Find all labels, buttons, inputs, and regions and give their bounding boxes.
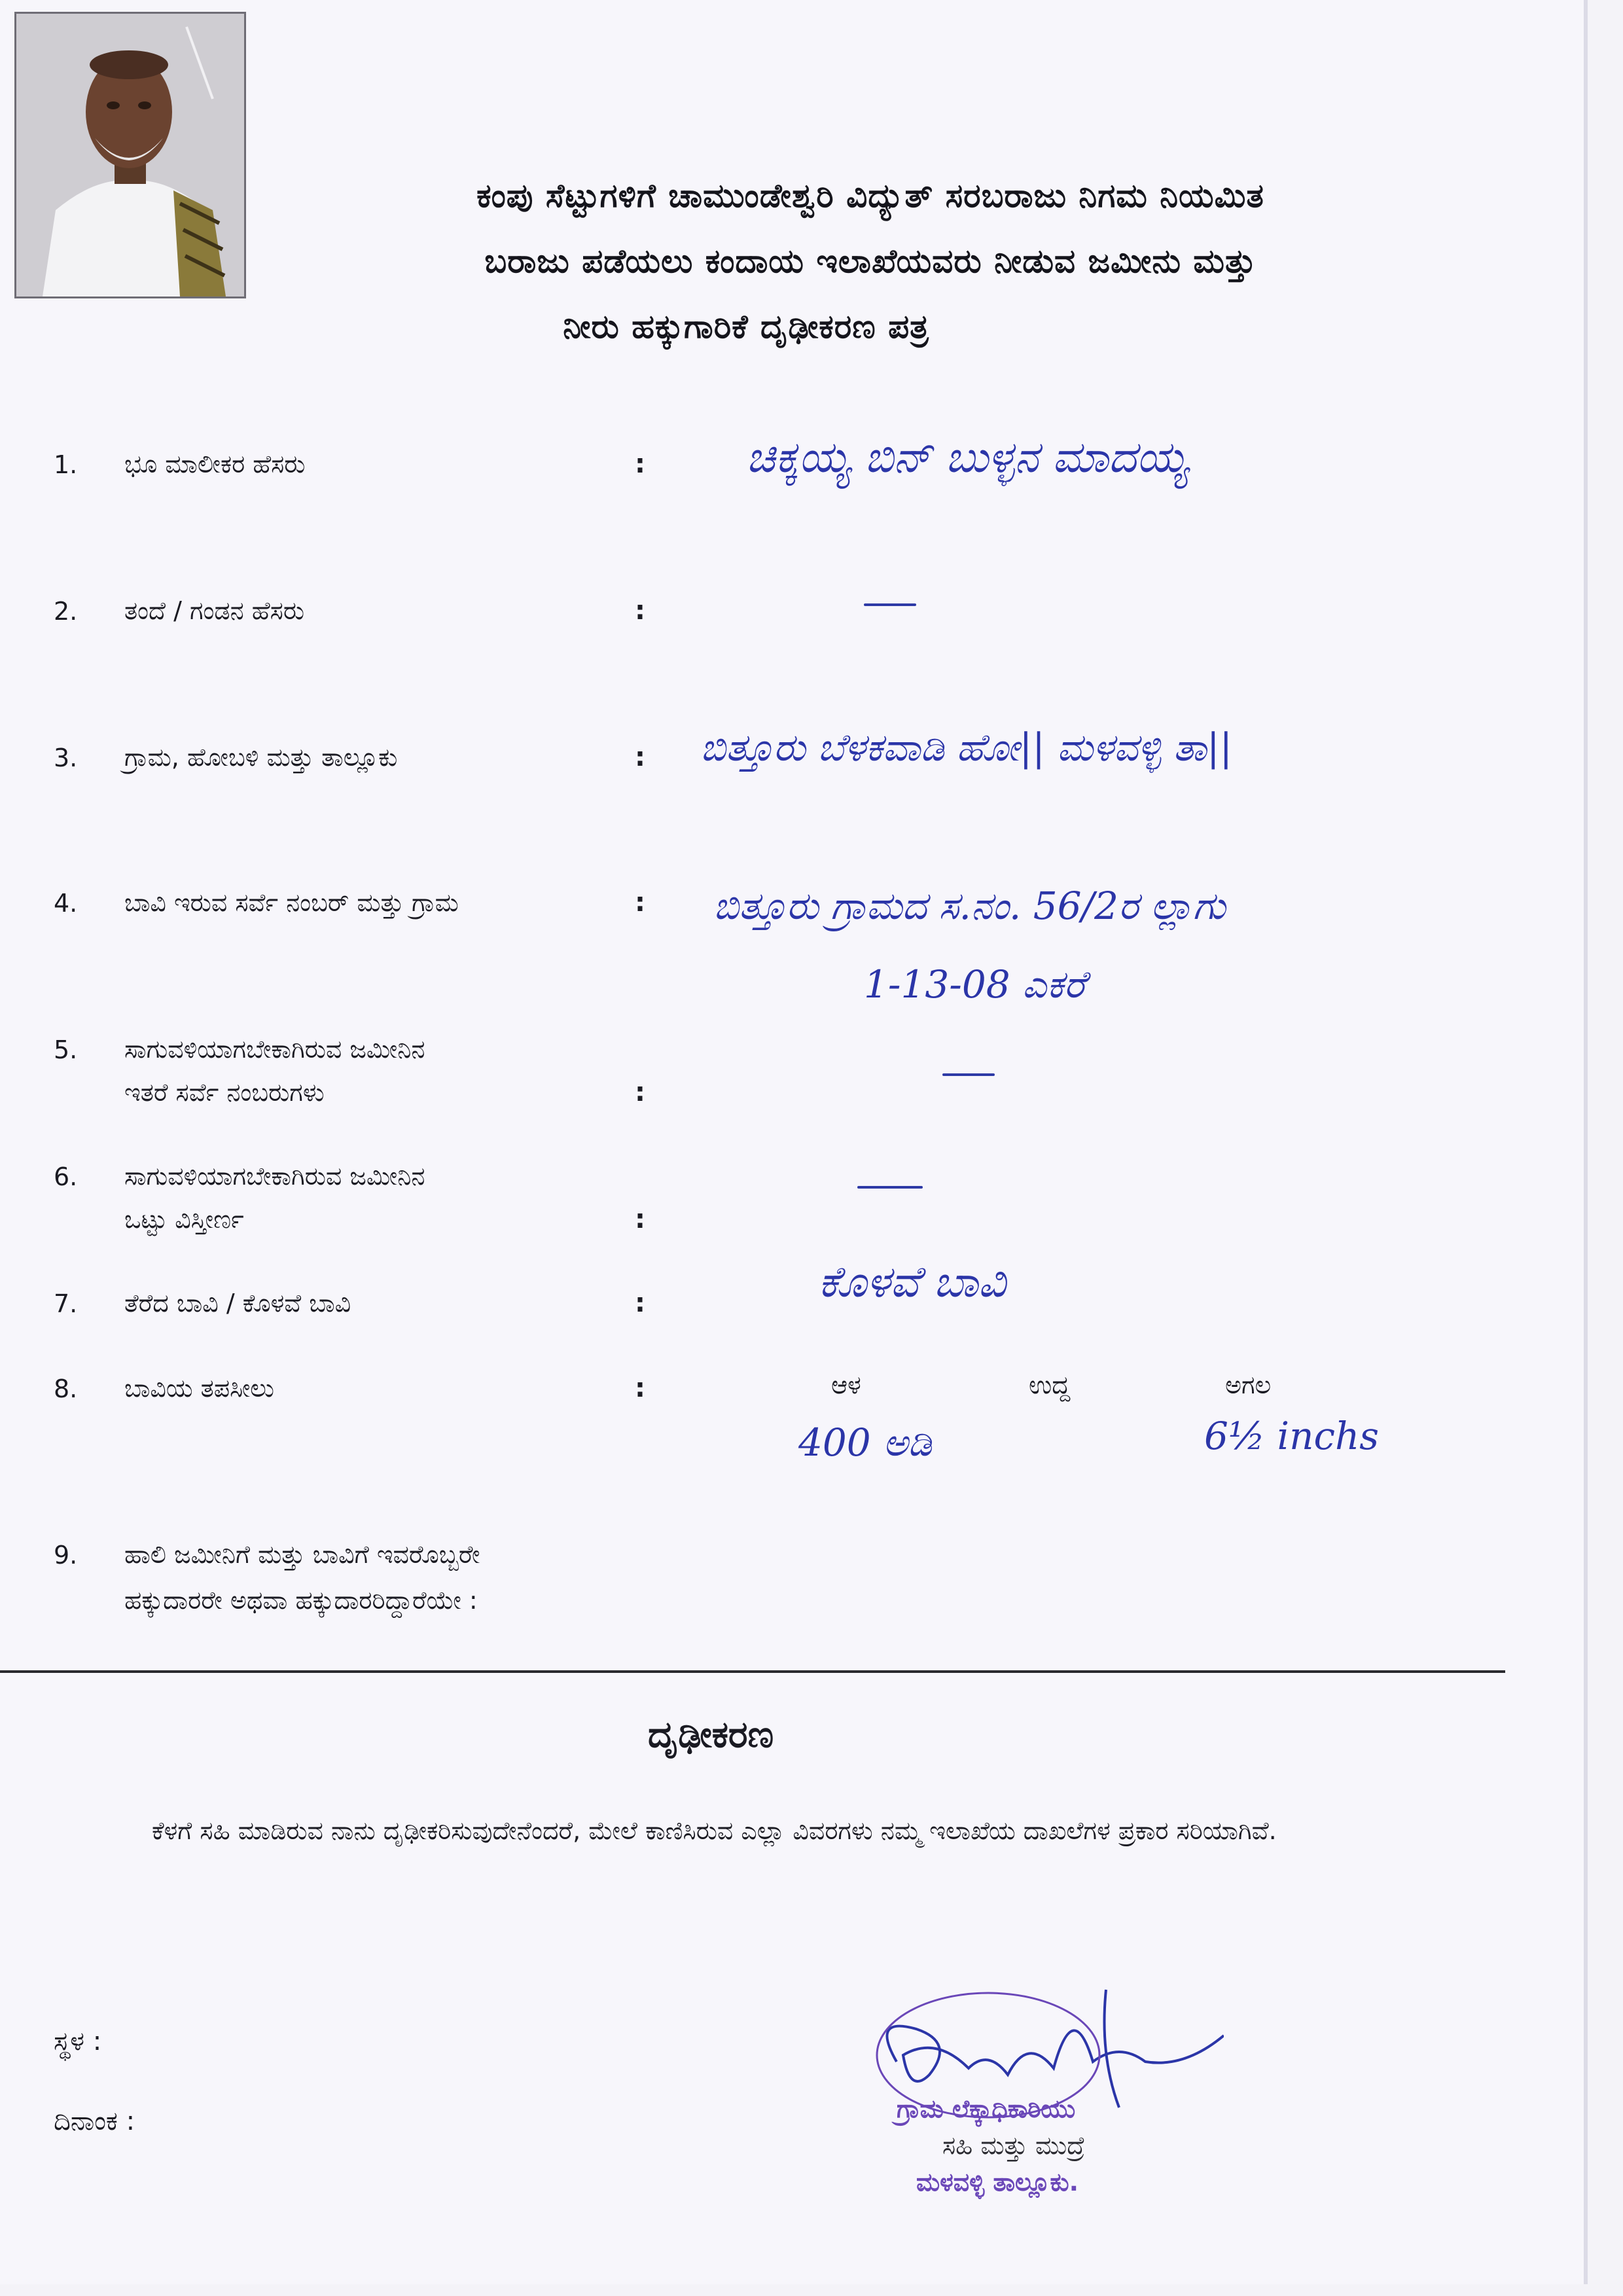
field-3-colon: : (635, 742, 645, 772)
header-line-2: ಬರಾಜು ಪಡೆಯಲು ಕಂದಾಯ ಇಲಾಖೆಯವರು ನೀಡುವ ಜಮೀನು ಮತ್ತು (484, 242, 1257, 280)
date-label: ದಿನಾಂಕ : (54, 2106, 135, 2136)
field-6-colon: : (635, 1204, 645, 1234)
field-8-colon: : (635, 1373, 645, 1403)
field-7-value: ಕೊಳವೆ ಬಾವಿ (818, 1257, 1007, 1307)
field-4-label: ಬಾವಿ ಇರುವ ಸರ್ವೆ ನಂಬರ್ ಮತ್ತು ಗ್ರಾಮ (124, 888, 459, 917)
field-1-colon: : (635, 449, 645, 479)
officer-stamp (857, 1977, 1224, 2212)
well-depth-value: 400 ಅಡಿ (798, 1420, 932, 1465)
field-6-label-line-1: ಸಾಗುವಳಿಯಾಗಬೇಕಾಗಿರುವ ಜಮೀನಿನ (124, 1162, 425, 1191)
field-2-number: 2. (54, 597, 78, 626)
field-8-label: ಬಾವಿಯ ತಪಸೀಲು (124, 1374, 274, 1403)
place-label: ಸ್ಥಳ : (54, 2026, 102, 2056)
stamp-line-3: ಮಳವಳ್ಳಿ ತಾಲ್ಲೂಕು. (916, 2168, 1079, 2197)
field-7-label: ತೆರೆದ ಬಾವಿ / ಕೊಳವೆ ಬಾವಿ (124, 1289, 351, 1318)
stamp-line-2: ಸಹಿ ಮತ್ತು ಮುದ್ರೆ (942, 2131, 1085, 2160)
field-5-label-line-1: ಸಾಗುವಳಿಯಾಗಬೇಕಾಗಿರುವ ಜಮೀನಿನ (124, 1035, 425, 1064)
owner-photo (14, 12, 246, 298)
field-7-colon: : (635, 1288, 645, 1318)
field-1-label: ಭೂ ಮಾಲೀಕರ ಹೆಸರು (124, 450, 306, 478)
field-6-number: 6. (54, 1162, 78, 1191)
field-4-value: ಬಿತ್ತೂರು ಗ್ರಾಮದ ಸ.ನಂ. 56/2ರ ಲ್ಲಾಗು (713, 884, 1226, 928)
field-4-colon: : (635, 888, 645, 918)
well-depth-heading: ಆಳ (831, 1371, 861, 1399)
field-2-label: ತಂದೆ / ಗಂಡನ ಹೆಸರು (124, 596, 305, 625)
field-3-label: ಗ್ರಾಮ, ಹೋಬಳಿ ಮತ್ತು ತಾಲ್ಲೂಕು (124, 743, 398, 772)
field-4-number: 4. (54, 889, 78, 918)
field-5-blank-dash (942, 1073, 995, 1076)
well-width-heading: ಅಗಲ (1225, 1371, 1272, 1399)
field-6-blank-dash (857, 1186, 923, 1189)
field-9-label-line-1: ಹಾಲಿ ಜಮೀನಿಗೆ ಮತ್ತು ಬಾವಿಗೆ ಇವರೊಬ್ಬರೇ (124, 1540, 480, 1569)
certification-title: ದೃಢೀಕರಣ (648, 1713, 774, 1756)
field-2-colon: : (635, 596, 645, 626)
field-9-number: 9. (54, 1541, 78, 1570)
field-2-blank-dash (864, 603, 916, 606)
well-width-value: 6½ inchs (1204, 1414, 1380, 1458)
stamp-line-1: ಗ್ರಾಮ ಲೆಕ್ಕಾಧಿಕಾರಿಯು (897, 2094, 1076, 2123)
header-line-1: ಕಂಪು ಸೆಟ್ಟುಗಳಿಗೆ ಚಾಮುಂಡೇಶ್ವರಿ ವಿದ್ಯುತ್ ಸರಬರಾಜು ನಿಗಮ ನಿಯಮಿತ (476, 177, 1264, 215)
field-5-number: 5. (54, 1035, 78, 1064)
certification-text: ಕೆಳಗೆ ಸಹಿ ಮಾಡಿರುವ ನಾನು ದೃಢೀಕರಿಸುವುದೇನೆಂದರೆ, ಮೇಲೆ ಕಾಣಿಸಿರುವ ಎಲ್ಲಾ ವಿವರಗಳು ನಮ್ಮ ಇಲಾಖೆಯ ದಾಖಲೆಗಳ ಪ್ರಕಾರ ಸರಿಯಾಗಿವೆ. (152, 1816, 1277, 1845)
field-9-label-line-2: ಹಕ್ಕುದಾರರೇ ಅಥವಾ ಹಕ್ಕುದಾರರಿದ್ದಾರೆಯೇ : (124, 1586, 478, 1615)
field-5-label-line-2: ಇತರೆ ಸರ್ವೆ ನಂಬರುಗಳು (124, 1078, 325, 1107)
field-1-value: ಚಿಕ್ಕಯ್ಯ ಬಿನ್ ಬುಳ್ಳನ ಮಾದಯ್ಯ (746, 432, 1189, 482)
section-divider (0, 1670, 1505, 1673)
well-length-heading: ಉದ್ದ (1029, 1371, 1071, 1399)
header-line-3: ನೀರು ಹಕ್ಕುಗಾರಿಕೆ ದೃಢೀಕರಣ ಪತ್ರ (563, 308, 929, 346)
field-3-number: 3. (54, 744, 78, 772)
field-7-number: 7. (54, 1289, 78, 1318)
field-3-value: ಬಿತ್ತೂರು ಬೆಳಕವಾಡಿ ಹೋ|| ಮಳವಳ್ಳಿ ತಾ|| (700, 725, 1233, 770)
field-5-colon: : (635, 1077, 645, 1107)
field-6-label-line-2: ಒಟ್ಟು ವಿಸ್ತೀರ್ಣ (124, 1205, 244, 1234)
field-8-number: 8. (54, 1374, 78, 1403)
field-4-value-line-2: 1-13-08 ಎಕರೆ (864, 962, 1086, 1007)
field-1-number: 1. (54, 450, 78, 479)
